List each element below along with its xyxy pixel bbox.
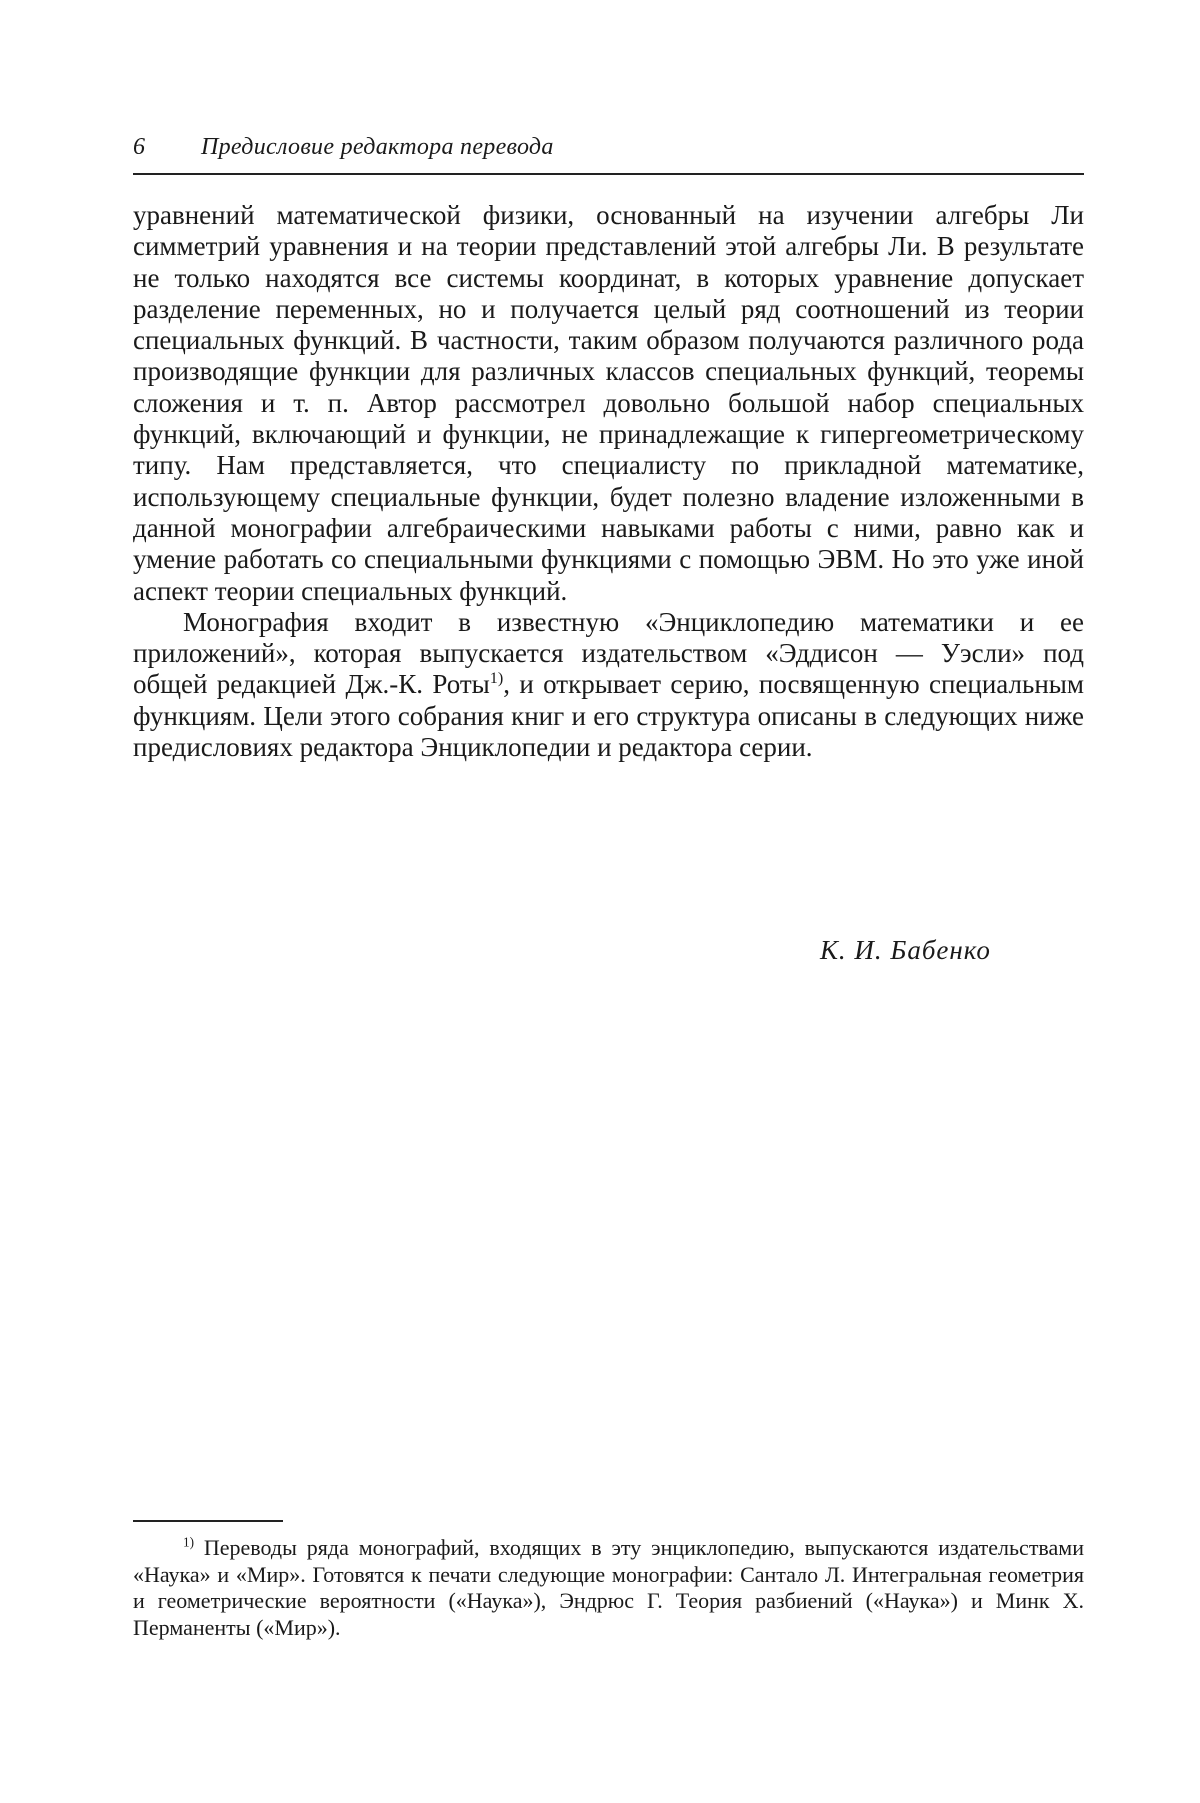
footnote-text: Переводы ряда монографий, входящих в эту энциклопедию, выпускаются издательствами «Наука» и «Мир». Готовятся к печати следующие монографии: Сантало Л. Интегральная геометрия и геометрические вероятности («Наука»), Эндрюс Г. Теория разбиений («Наука») и Минк Х. Перманенты («Мир»). (133, 1535, 1084, 1640)
paragraph-2 (133, 607, 1084, 763)
footnote-reference: 1) (489, 669, 504, 688)
footnote-paragraph (133, 1535, 1084, 1641)
running-head (133, 134, 1084, 174)
paragraph-2-text-a: Монография входит в известную «Энциклопедию математики и ее приложений», которая выпускается издательством «Эддисон — Уэсли» под общей редакцией Дж.-К. Роты (133, 606, 1084, 700)
page-number: 6 (133, 134, 145, 160)
footnote (133, 1535, 1084, 1641)
footnote-rule (133, 1520, 283, 1522)
running-title: Предисловие редактора перевода (201, 134, 554, 160)
author-signature: К. И. Бабенко (820, 935, 991, 965)
paragraph-1: уравнений математической физики, основанный на изучении алгебры Ли симметрий уравнения и на теории представлений этой алгебры Ли. В результате не только находятся все системы координат, в которых уравнение допускает разделение переменных, но и получается целый ряд соотношений из теории специальных функций. В частности, таким образом получаются различного рода производящие функции для различных классов специальных функций, теоремы сложения и т. п. Автор рассмотрел довольно большой набор специальных функций, включающий и функции, не принадлежащие к гипергеометрическому типу. Нам представляется, что специалисту по прикладной математике, использующему специальные функции, будет полезно владение изложенными в данной монографии алгебраическими навыками работы с ними, равно как и умение работать со специальными функциями с помощью ЭВМ. Но это уже иной аспект теории специальных функций. (133, 200, 1084, 606)
body-text (133, 200, 1084, 763)
paragraph-2-text-b: , и открывает серию, посвященную специальным функциям. Цели этого собрания книг и его структура описаны в следующих ниже предисловиях редактора Энциклопедии и редактора серии. (133, 669, 1084, 763)
footnote-mark: 1) (183, 1534, 194, 1550)
header-rule (133, 173, 1084, 175)
